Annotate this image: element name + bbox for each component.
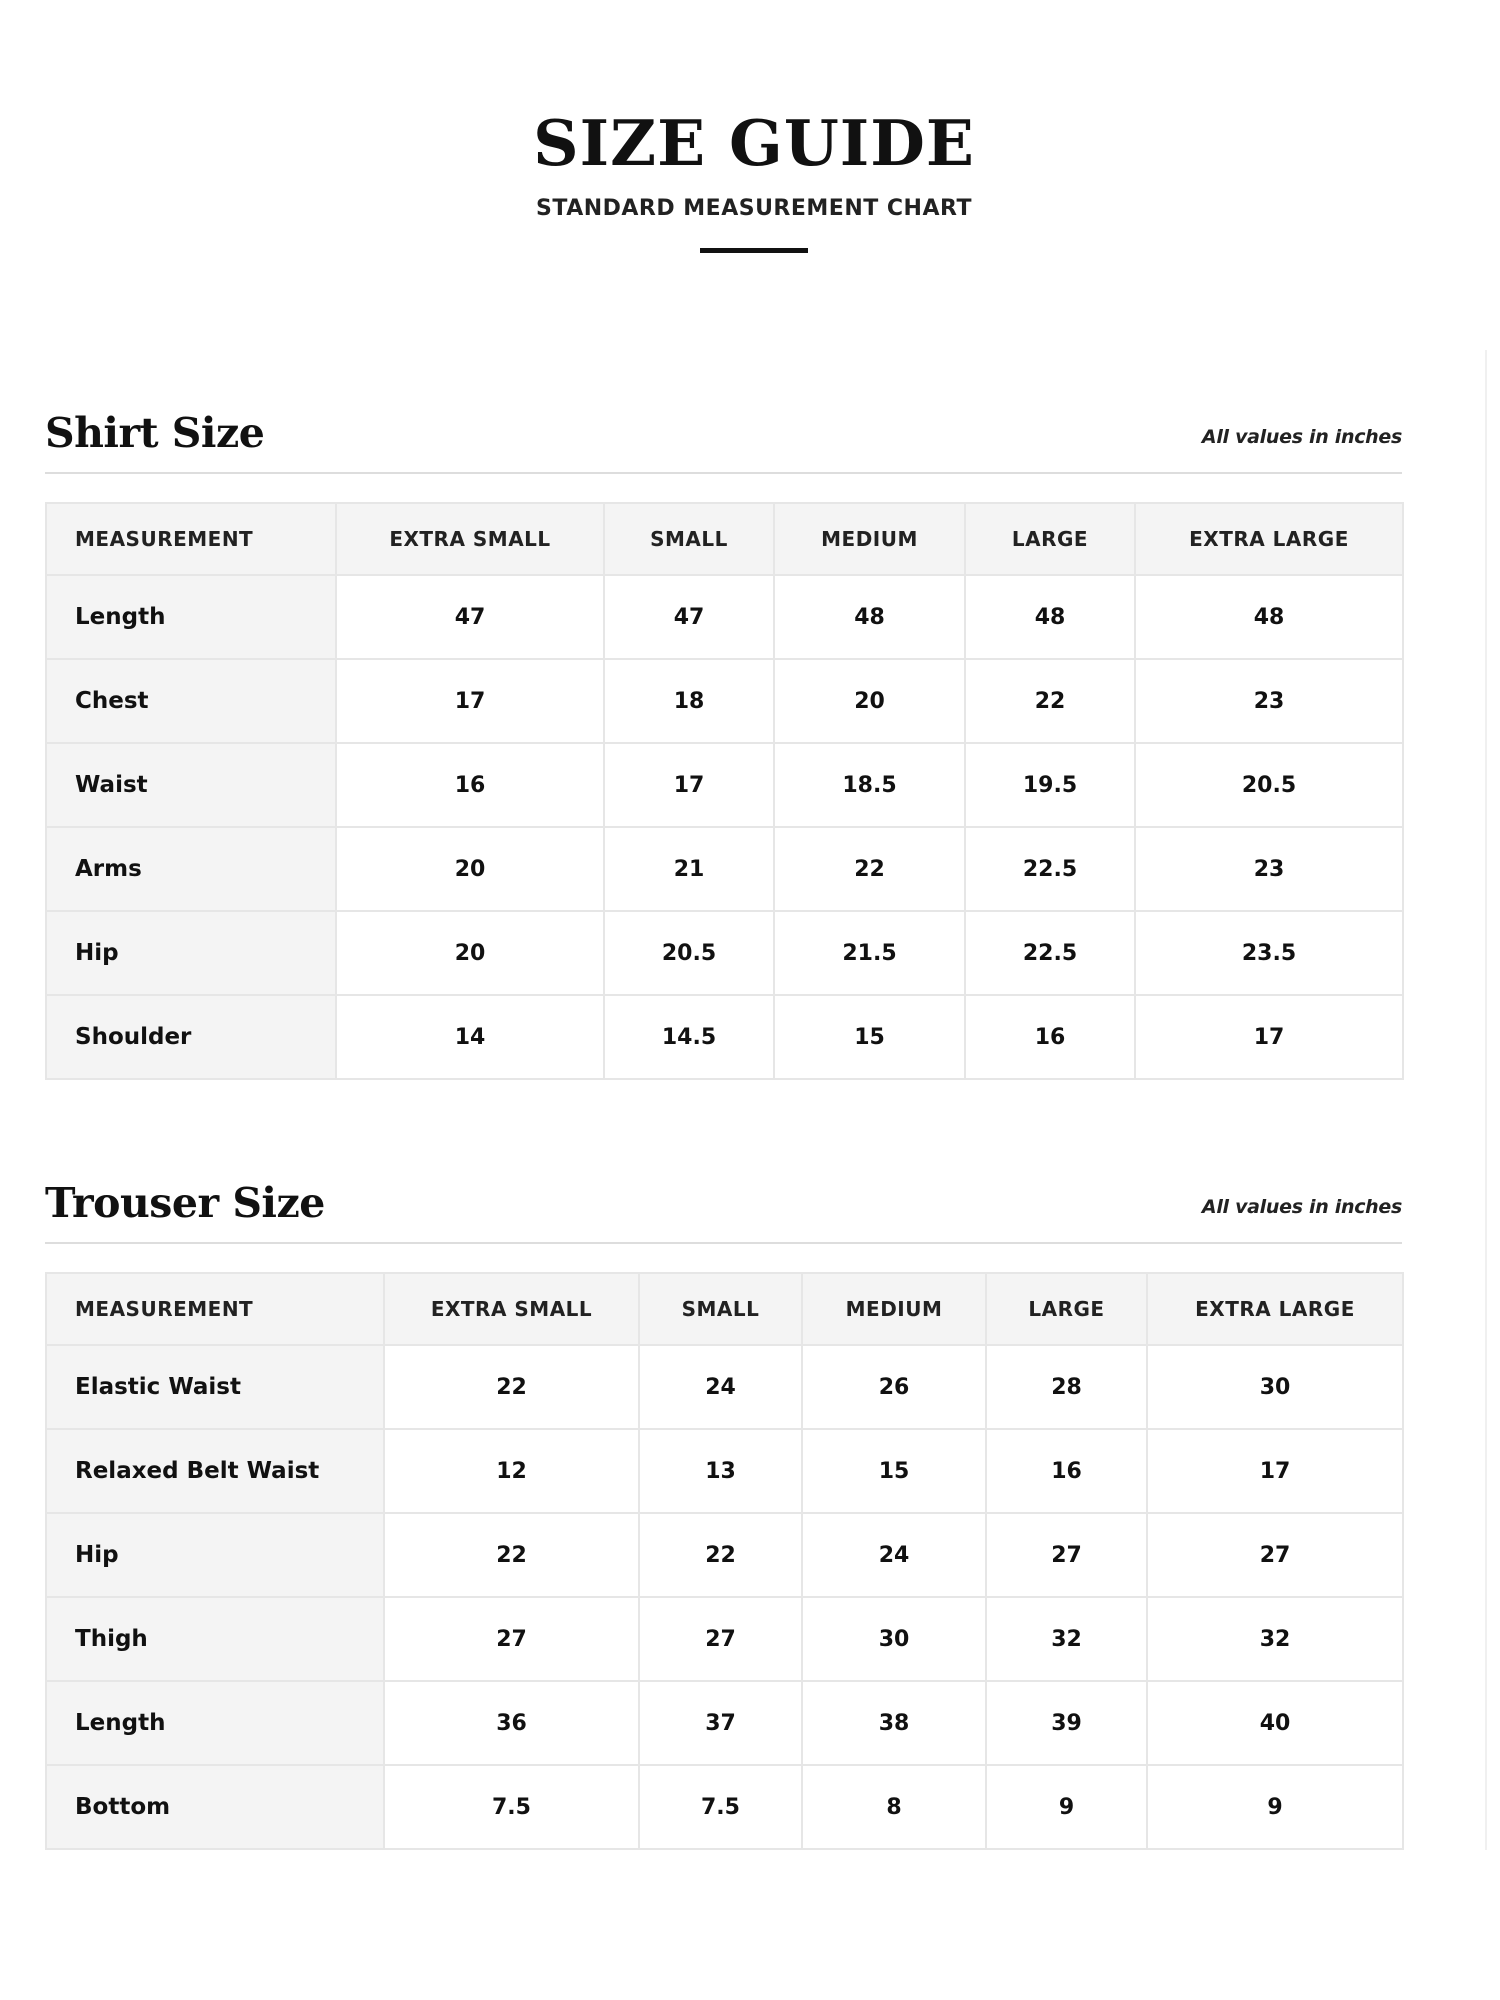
table-cell: 39 bbox=[986, 1681, 1147, 1765]
row-label: Hip bbox=[46, 1513, 384, 1597]
table-cell: 23 bbox=[1135, 659, 1403, 743]
table-header-row bbox=[46, 1273, 1403, 1345]
row-label: Waist bbox=[46, 743, 336, 827]
table-cell: 20 bbox=[336, 827, 604, 911]
table-row bbox=[46, 995, 1403, 1079]
column-header: LARGE bbox=[965, 503, 1135, 575]
table-cell: 15 bbox=[802, 1429, 986, 1513]
table-cell: 24 bbox=[639, 1345, 802, 1429]
column-header: MEASUREMENT bbox=[46, 503, 336, 575]
table-cell: 15 bbox=[774, 995, 965, 1079]
table-row bbox=[46, 911, 1403, 995]
table-row bbox=[46, 1681, 1403, 1765]
table-cell: 48 bbox=[965, 575, 1135, 659]
table-cell: 16 bbox=[986, 1429, 1147, 1513]
title-divider bbox=[700, 248, 808, 253]
table-cell: 32 bbox=[1147, 1597, 1403, 1681]
row-label: Bottom bbox=[46, 1765, 384, 1849]
table-cell: 30 bbox=[1147, 1345, 1403, 1429]
table-cell: 30 bbox=[802, 1597, 986, 1681]
table-cell: 22 bbox=[384, 1513, 639, 1597]
table-row bbox=[46, 575, 1403, 659]
table-cell: 17 bbox=[1147, 1429, 1403, 1513]
table-cell: 23 bbox=[1135, 827, 1403, 911]
page-title: SIZE GUIDE bbox=[533, 106, 975, 180]
table-row bbox=[46, 743, 1403, 827]
table-cell: 37 bbox=[639, 1681, 802, 1765]
table-cell: 22 bbox=[639, 1513, 802, 1597]
table-cell: 9 bbox=[986, 1765, 1147, 1849]
table-cell: 16 bbox=[336, 743, 604, 827]
table-cell: 7.5 bbox=[639, 1765, 802, 1849]
table-cell: 24 bbox=[802, 1513, 986, 1597]
column-header: EXTRA SMALL bbox=[336, 503, 604, 575]
row-label: Length bbox=[46, 1681, 384, 1765]
table-cell: 23.5 bbox=[1135, 911, 1403, 995]
trouser-section-title: Trouser Size bbox=[45, 1179, 325, 1227]
edge-divider bbox=[1485, 350, 1487, 1850]
column-header: EXTRA LARGE bbox=[1147, 1273, 1403, 1345]
page-header bbox=[0, 100, 1500, 253]
table-cell: 22 bbox=[384, 1345, 639, 1429]
table-cell: 17 bbox=[1135, 995, 1403, 1079]
table-cell: 32 bbox=[986, 1597, 1147, 1681]
table-cell: 20.5 bbox=[604, 911, 774, 995]
column-header: SMALL bbox=[604, 503, 774, 575]
table-cell: 18.5 bbox=[774, 743, 965, 827]
column-header: SMALL bbox=[639, 1273, 802, 1345]
table-cell: 18 bbox=[604, 659, 774, 743]
table-cell: 7.5 bbox=[384, 1765, 639, 1849]
table-cell: 22.5 bbox=[965, 827, 1135, 911]
table-cell: 12 bbox=[384, 1429, 639, 1513]
table-row bbox=[46, 1765, 1403, 1849]
shirt-section-header bbox=[45, 402, 1402, 474]
table-cell: 22 bbox=[965, 659, 1135, 743]
table-cell: 48 bbox=[774, 575, 965, 659]
row-label: Relaxed Belt Waist bbox=[46, 1429, 384, 1513]
shirt-section-title: Shirt Size bbox=[45, 409, 265, 457]
table-cell: 17 bbox=[604, 743, 774, 827]
table-cell: 21 bbox=[604, 827, 774, 911]
table-cell: 27 bbox=[986, 1513, 1147, 1597]
row-label: Hip bbox=[46, 911, 336, 995]
table-cell: 22 bbox=[774, 827, 965, 911]
table-cell: 48 bbox=[1135, 575, 1403, 659]
table-row bbox=[46, 659, 1403, 743]
column-header: MEASUREMENT bbox=[46, 1273, 384, 1345]
page-subtitle: STANDARD MEASUREMENT CHART bbox=[536, 196, 972, 221]
table-cell: 16 bbox=[965, 995, 1135, 1079]
table-cell: 28 bbox=[986, 1345, 1147, 1429]
row-label: Elastic Waist bbox=[46, 1345, 384, 1429]
table-cell: 21.5 bbox=[774, 911, 965, 995]
table-cell: 27 bbox=[384, 1597, 639, 1681]
table-cell: 22.5 bbox=[965, 911, 1135, 995]
table-row bbox=[46, 827, 1403, 911]
table-row bbox=[46, 1513, 1403, 1597]
table-row bbox=[46, 1345, 1403, 1429]
trouser-size-section bbox=[45, 1172, 1402, 1850]
table-cell: 13 bbox=[639, 1429, 802, 1513]
column-header: MEDIUM bbox=[802, 1273, 986, 1345]
table-cell: 8 bbox=[802, 1765, 986, 1849]
column-header: LARGE bbox=[986, 1273, 1147, 1345]
column-header: EXTRA SMALL bbox=[384, 1273, 639, 1345]
table-cell: 47 bbox=[336, 575, 604, 659]
table-cell: 14.5 bbox=[604, 995, 774, 1079]
column-header: MEDIUM bbox=[774, 503, 965, 575]
trouser-units-note: All values in inches bbox=[1201, 1196, 1402, 1218]
table-cell: 9 bbox=[1147, 1765, 1403, 1849]
shirt-units-note: All values in inches bbox=[1201, 426, 1402, 448]
table-row bbox=[46, 1597, 1403, 1681]
table-cell: 36 bbox=[384, 1681, 639, 1765]
table-cell: 38 bbox=[802, 1681, 986, 1765]
row-label: Length bbox=[46, 575, 336, 659]
table-cell: 47 bbox=[604, 575, 774, 659]
table-cell: 40 bbox=[1147, 1681, 1403, 1765]
table-cell: 19.5 bbox=[965, 743, 1135, 827]
table-cell: 20 bbox=[336, 911, 604, 995]
shirt-size-table bbox=[45, 502, 1404, 1080]
row-label: Thigh bbox=[46, 1597, 384, 1681]
table-cell: 14 bbox=[336, 995, 604, 1079]
row-label: Shoulder bbox=[46, 995, 336, 1079]
table-header-row bbox=[46, 503, 1403, 575]
table-cell: 20.5 bbox=[1135, 743, 1403, 827]
table-cell: 17 bbox=[336, 659, 604, 743]
row-label: Arms bbox=[46, 827, 336, 911]
trouser-section-header bbox=[45, 1172, 1402, 1244]
table-cell: 27 bbox=[639, 1597, 802, 1681]
row-label: Chest bbox=[46, 659, 336, 743]
column-header: EXTRA LARGE bbox=[1135, 503, 1403, 575]
trouser-size-table bbox=[45, 1272, 1404, 1850]
table-cell: 26 bbox=[802, 1345, 986, 1429]
table-row bbox=[46, 1429, 1403, 1513]
table-cell: 20 bbox=[774, 659, 965, 743]
shirt-size-section bbox=[45, 402, 1402, 1080]
table-cell: 27 bbox=[1147, 1513, 1403, 1597]
